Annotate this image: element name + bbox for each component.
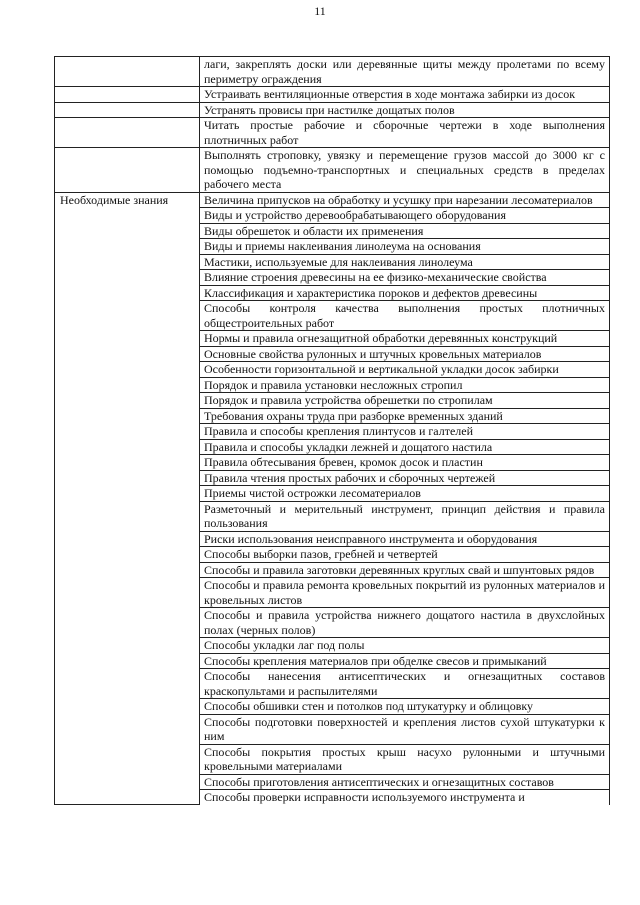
empty-label-cell: [55, 102, 200, 118]
knowledge-item-cell: Способы приготовления антисептических и огнезащитных составов: [200, 774, 610, 790]
knowledge-item-cell: Особенности горизонтальной и вертикальной укладки досок забирки: [200, 362, 610, 378]
knowledge-item-cell: Способы выборки пазов, гребней и четвертей: [200, 547, 610, 563]
knowledge-item-cell: Классификация и характеристика пороков и дефектов древесины: [200, 285, 610, 301]
knowledge-item-cell: Способы нанесения антисептических и огнезащитных составов краскопультами и распылителями: [200, 669, 610, 699]
skill-cell: Устраивать вентиляционные отверстия в ходе монтажа забирки из досок: [200, 87, 610, 103]
knowledge-item-cell: Правила обтесывания бревен, кромок досок и пластин: [200, 455, 610, 471]
knowledge-item-cell: Способы обшивки стен и потолков под штукатурку и облицовку: [200, 699, 610, 715]
knowledge-item-cell: Требования охраны труда при разборке временных зданий: [200, 408, 610, 424]
knowledge-label-cell: Необходимые знания: [55, 192, 200, 805]
knowledge-item-cell: Риски использования неисправного инструмента и оборудования: [200, 531, 610, 547]
knowledge-item-cell: Способы покрытия простых крыш насухо рулонными и штучными кровельными материалами: [200, 744, 610, 774]
skill-cell: лаги, закреплять доски или деревянные щиты между пролетами по всему периметру ограждения: [200, 57, 610, 87]
knowledge-item-cell: Влияние строения древесины на ее физико-механические свойства: [200, 270, 610, 286]
knowledge-item-cell: Виды и приемы наклеивания линолеума на основания: [200, 239, 610, 255]
empty-label-cell: [55, 118, 200, 148]
knowledge-item-cell: Мастики, используемые для наклеивания линолеума: [200, 254, 610, 270]
knowledge-item-cell: Величина припусков на обработку и усушку при нарезании лесоматериалов: [200, 192, 610, 208]
knowledge-item-cell: Порядок и правила установки несложных стропил: [200, 377, 610, 393]
table-row: [55, 148, 610, 193]
knowledge-item-cell: Способы контроля качества выполнения простых плотничных общестроительных работ: [200, 301, 610, 331]
empty-label-cell: [55, 57, 200, 87]
table-row: [55, 192, 610, 208]
knowledge-item-cell: Правила и способы укладки лежней и дощатого настила: [200, 439, 610, 455]
empty-label-cell: [55, 87, 200, 103]
knowledge-item-cell: Виды обрешеток и области их применения: [200, 223, 610, 239]
knowledge-item-cell: Способы подготовки поверхностей и крепления листов сухой штукатурки к ним: [200, 714, 610, 744]
requirements-table-body: [55, 57, 610, 805]
knowledge-item-cell: Приемы чистой острожки лесоматериалов: [200, 486, 610, 502]
empty-label-cell: [55, 148, 200, 193]
knowledge-item-cell: Правила и способы крепления плинтусов и галтелей: [200, 424, 610, 440]
requirements-table: [54, 56, 610, 805]
skill-cell: Выполнять строповку, увязку и перемещение грузов массой до 3000 кг с помощью подъемно-транспортных и специальных средств в пределах рабочего места: [200, 148, 610, 193]
knowledge-item-cell: Способы крепления материалов при обделке свесов и примыканий: [200, 653, 610, 669]
knowledge-item-cell: Основные свойства рулонных и штучных кровельных материалов: [200, 346, 610, 362]
knowledge-item-cell: Способы и правила устройства нижнего дощатого настила в двухслойных полах (черных полов): [200, 608, 610, 638]
knowledge-item-cell: Способы укладки лаг под полы: [200, 638, 610, 654]
knowledge-item-cell: Разметочный и мерительный инструмент, принцип действия и правила пользования: [200, 501, 610, 531]
knowledge-item-cell: Порядок и правила устройства обрешетки по стропилам: [200, 393, 610, 409]
skill-cell: Устранять провисы при настилке дощатых полов: [200, 102, 610, 118]
knowledge-item-cell: Способы и правила ремонта кровельных покрытий из рулонных материалов и кровельных листов: [200, 578, 610, 608]
table-row: [55, 87, 610, 103]
knowledge-item-cell: Способы и правила заготовки деревянных круглых свай и шпунтовых рядов: [200, 562, 610, 578]
table-row: [55, 118, 610, 148]
page-number: 11: [314, 4, 326, 18]
skill-cell: Читать простые рабочие и сборочные чертежи в ходе выполнения плотничных работ: [200, 118, 610, 148]
table-row: [55, 102, 610, 118]
knowledge-item-cell: Правила чтения простых рабочих и сборочных чертежей: [200, 470, 610, 486]
knowledge-item-cell: Виды и устройство деревообрабатывающего оборудования: [200, 208, 610, 224]
knowledge-item-cell: Способы проверки исправности используемого инструмента и: [200, 790, 610, 805]
table-row: [55, 57, 610, 87]
knowledge-item-cell: Нормы и правила огнезащитной обработки деревянных конструкций: [200, 331, 610, 347]
